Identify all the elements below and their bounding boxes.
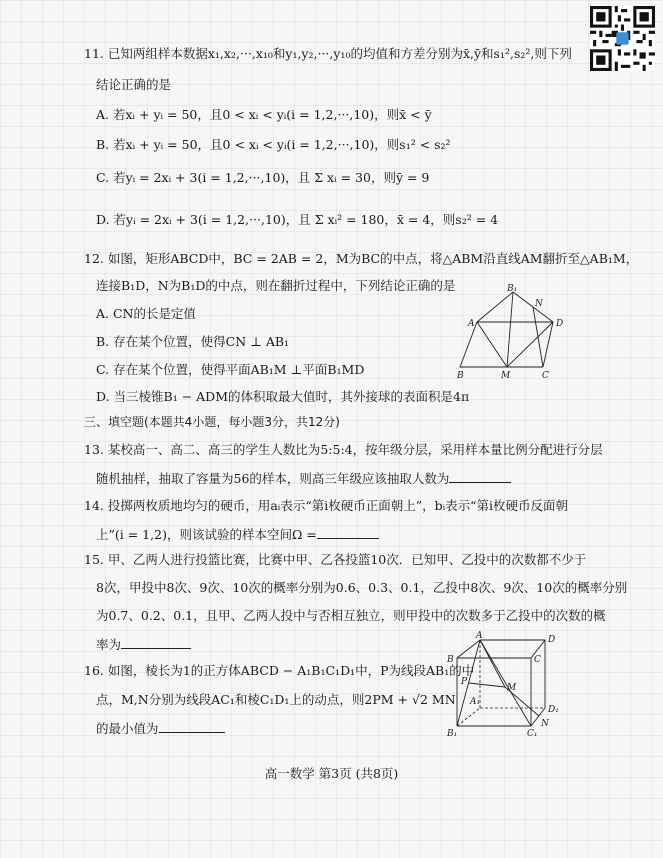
q15-answer-blank[interactable] <box>121 636 191 649</box>
fig16-label-b1: B₁ <box>447 729 458 739</box>
fig16-label-a1: A₁ <box>470 697 481 707</box>
fig12-label-n: N <box>535 299 543 309</box>
fig16-label-c: C <box>534 655 541 665</box>
q11-stem-line1: 11. 已知两组样本数据x₁,x₂,···,x₁₀和y₁,y₂,···,y₁₀的均值和方差分别为x̄,ȳ和s₁²,s₂²,则下列 <box>84 46 572 61</box>
fig12-label-c: C <box>542 371 549 381</box>
q16-line2: 点，M,N分别为线段AC₁和棱C₁D₁上的动点，则2PM + √2 MN <box>96 692 456 707</box>
q14-line2 <box>96 526 379 543</box>
q16-line1: 16. 如图，棱长为1的正方体ABCD − A₁B₁C₁D₁中，P为线段AB₁的中 <box>84 663 475 678</box>
fig16-label-c1: C₁ <box>527 729 538 739</box>
q12-option-c: C. 存在某个位置，使得平面AB₁M ⊥平面B₁MD <box>96 362 365 377</box>
fig12-label-b: B <box>457 371 464 381</box>
q13-answer-blank[interactable] <box>449 470 511 483</box>
q13-line2 <box>96 470 511 487</box>
q11-option-d: D. 若yᵢ = 2xᵢ + 3(i = 1,2,···,10)，且 Σ xᵢ² = 180，x̄ = 4，则s₂² = 4 <box>96 212 499 227</box>
q16-answer-blank[interactable] <box>159 720 225 733</box>
page-footer: 高一数学 第3页 (共8页) <box>264 766 399 781</box>
q11-option-c: C. 若yᵢ = 2xᵢ + 3(i = 1,2,···,10)，且 Σ xᵢ = 30，则ȳ = 9 <box>96 170 430 185</box>
fig16-label-d1: D₁ <box>548 705 559 715</box>
fig16-label-p: P <box>461 677 468 687</box>
q11-option-a: A. 若xᵢ + yᵢ = 50，且0 < xᵢ < yᵢ(i = 1,2,···,10)，则x̄ < ȳ <box>96 107 432 122</box>
fig12-label-a: A <box>468 319 475 329</box>
q16-line3 <box>96 720 225 737</box>
q12-stem-line2: 连接B₁D，N为B₁D的中点，则在翻折过程中，下列结论正确的是 <box>96 278 456 293</box>
q12-stem-line1: 12. 如图，矩形ABCD中，BC = 2AB = 2，M为BC的中点，将△ABM沿直线AM翻折至△AB₁M， <box>84 251 639 266</box>
q15-line4 <box>96 636 191 653</box>
fig16-label-b: B <box>447 655 454 665</box>
fig12-label-b1: B₁ <box>507 284 518 294</box>
q12-option-a: A. CN的长是定值 <box>96 306 196 321</box>
fig16-label-d: D <box>548 635 556 645</box>
q14-text: 上”(i = 1,2)，则该试验的样本空间Ω = <box>96 527 317 542</box>
q12-figure <box>455 282 565 382</box>
fig16-label-a: A <box>476 631 483 641</box>
section-fill-in-heading: 三、填空题(本题共4小题，每小题3分，共12分) <box>84 415 340 429</box>
q11-stem-line2: 结论正确的是 <box>96 77 172 92</box>
q16-text: 的最小值为 <box>96 721 159 736</box>
fig12-label-d: D <box>556 319 564 329</box>
q15-text: 率为 <box>96 637 122 652</box>
q15-line1: 15. 甲、乙两人进行投篮比赛，比赛中甲、乙各投篮10次．已知甲、乙投中的次数都不少于 <box>84 552 587 567</box>
q16-figure <box>445 630 565 740</box>
fig12-label-m: M <box>501 371 511 381</box>
q14-line1: 14. 投掷两枚质地均匀的硬币，用aᵢ表示“第i枚硬币正面朝上”，bᵢ表示“第i枚硬币反面朝 <box>84 498 569 513</box>
q12-option-b: B. 存在某个位置，使得CN ⊥ AB₁ <box>96 334 290 349</box>
q12-option-d: D. 当三棱锥B₁ − ADM的体积取最大值时，其外接球的表面积是4π <box>96 389 470 404</box>
fig16-label-n: N <box>541 719 549 729</box>
q13-line1: 13. 某校高一、高二、高三的学生人数比为5:5:4，按年级分层，采用样本量比例分配进行分层 <box>84 442 603 457</box>
fig16-label-m: M <box>507 683 517 693</box>
q13-text: 随机抽样，抽取了容量为56的样本，则高三年级应该抽取人数为 <box>96 471 450 486</box>
q14-answer-blank[interactable] <box>317 526 379 539</box>
qr-code-icon <box>590 6 655 71</box>
q11-option-b: B. 若xᵢ + yᵢ = 50，且0 < xᵢ < yᵢ(i = 1,2,···,10)，则s₁² < s₂² <box>96 137 451 152</box>
q15-line2: 8次，甲投中8次、9次、10次的概率分别为0.6、0.3、0.1，乙投中8次、9次、10次的概率分别 <box>96 580 628 595</box>
q15-line3: 为0.7、0.2、0.1，且甲、乙两人投中与否相互独立，则甲投中的次数多于乙投中的次数的概 <box>96 608 606 623</box>
